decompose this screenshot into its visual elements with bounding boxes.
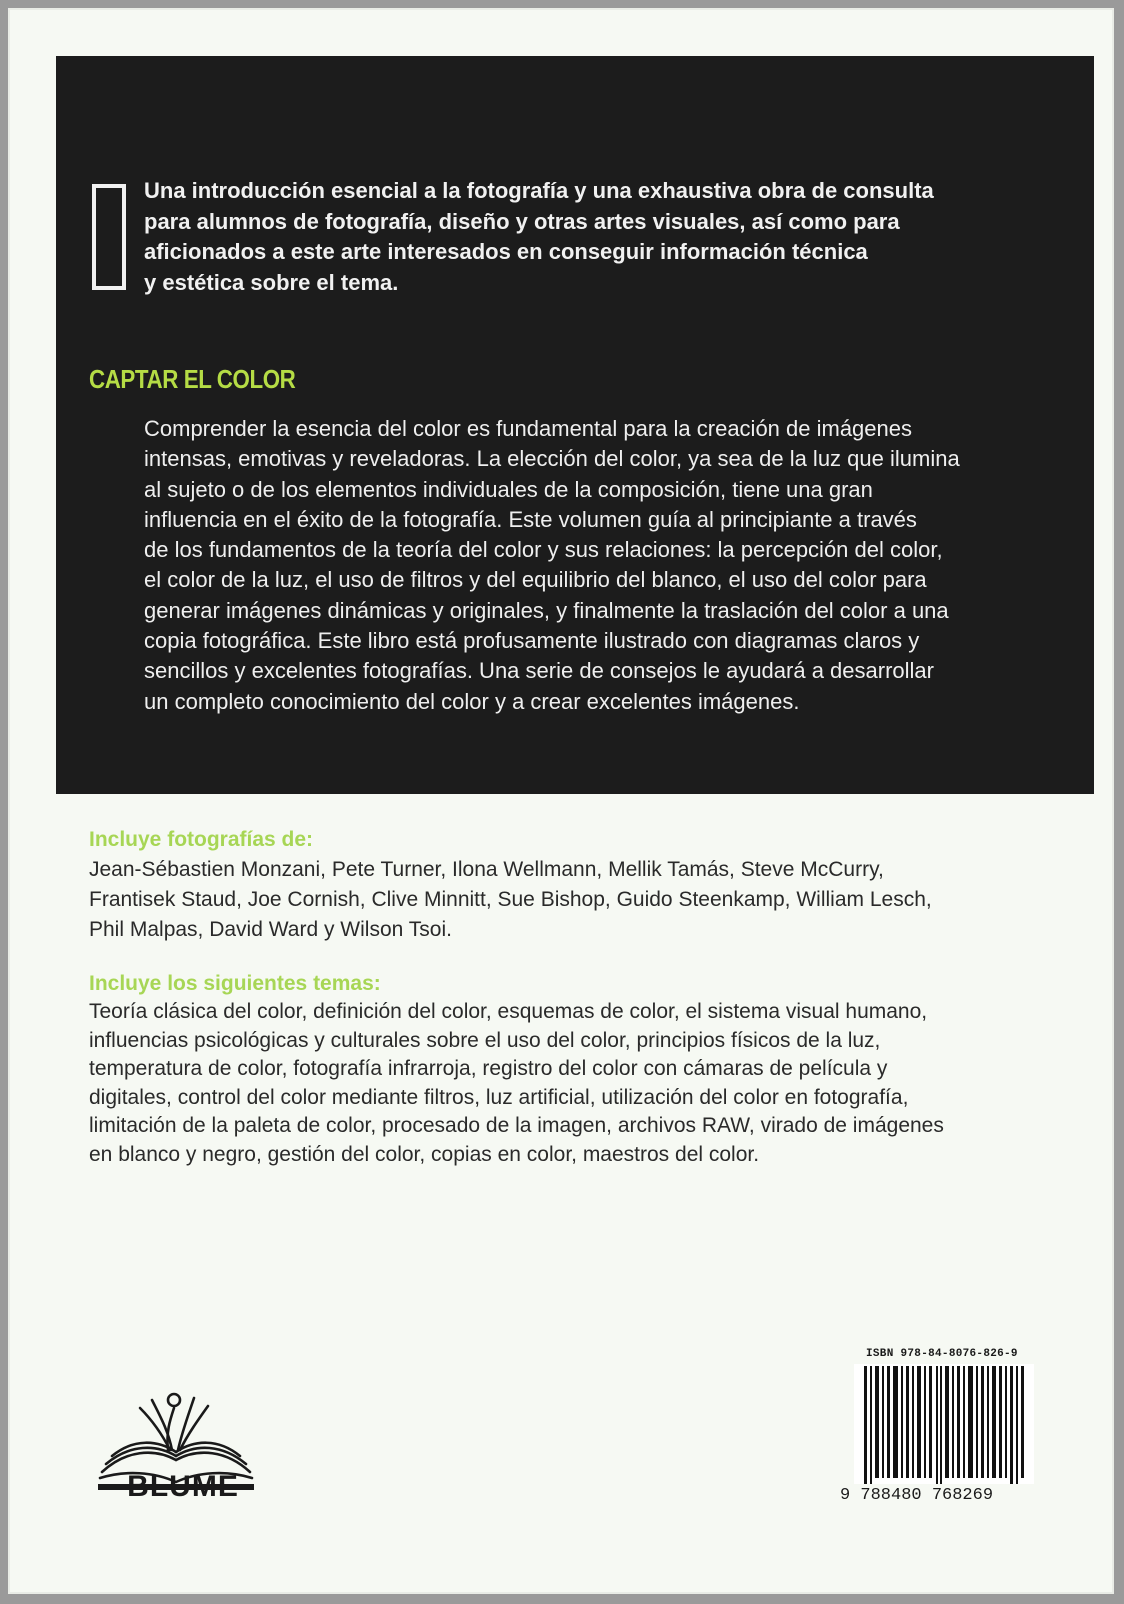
body-line: sencillos y excelentes fotografías. Una serie de consejos le ayudará a desarrollar [144,658,934,684]
body-line: de los fundamentos de la teoría del color y sus relaciones: la percepción del color, [144,537,943,563]
description-panel [56,56,1094,794]
photographers-line: Frantisek Staud, Joe Cornish, Clive Minnitt, Sue Bishop, Guido Steenkamp, William Lesch, [89,888,932,911]
photographers-line: Phil Malpas, David Ward y Wilson Tsoi. [89,918,452,941]
body-line: copia fotográfica. Este libro está profusamente ilustrado con diagramas claros y [144,628,920,654]
intro-line: aficionados a este arte interesados en conseguir información técnica [144,239,868,264]
publisher-name: BLUME [127,1470,239,1503]
section-heading: CAPTAR EL COLOR [89,364,296,394]
topics-list [89,998,944,1169]
bracket-decoration [92,184,126,290]
topics-line: influencias psicológicas y culturales sobre el uso del color, principios físicos de la luz, [89,1028,881,1052]
book-back-cover [8,8,1114,1594]
intro-line: y estética sobre el tema. [144,269,399,295]
topics-line: temperatura de color, fotografía infrarroja, registro del color con cámaras de película y [89,1057,888,1080]
barcode-digits: 9 788480 768269 [840,1486,994,1505]
body-line: Comprender la esencia del color es fundamental para la creación de imágenes [144,416,913,441]
topics-line: limitación de la paleta de color, procesado de la imagen, archivos RAW, virado de imágenes [89,1114,944,1137]
barcode-graphic [854,1364,1034,1484]
intro-line: Una introducción esencial a la fotografía y una exhaustiva obra de consulta [144,178,934,203]
topics-line: Teoría clásica del color, definición del color, esquemas de color, el sistema visual humano, [89,1000,928,1023]
intro-line: para alumnos de fotografía, diseño y otras artes visuales, así como para [144,208,900,234]
body-line: al sujeto o de los elementos individuales de la composición, tiene una gran [144,476,873,502]
photographers-heading: Incluye fotografías de: [89,828,314,851]
photographers-list [89,855,932,945]
body-line: generar imágenes dinámicas y originales, y finalmente la traslación del color a una [144,597,949,623]
photographers-line: Jean-Sébastien Monzani, Pete Turner, Ilona Wellmann, Mellik Tamás, Steve McCurry, [89,858,884,881]
section-body [144,414,1084,717]
body-line: un completo conocimiento del color y a crear excelentes imágenes. [144,688,800,714]
topics-line: en blanco y negro, gestión del color, copias en color, maestros del color. [89,1142,760,1166]
body-line: influencia en el éxito de la fotografía. Este volumen guía al principiante a través [144,506,917,532]
topics-heading: Incluye los siguientes temas: [89,972,381,995]
intro-paragraph [144,176,1044,298]
isbn-label: ISBN 978-84-8076-826-9 [866,1348,1018,1360]
topics-line: digitales, control del color mediante filtros, luz artificial, utilización del color en fotografía, [89,1085,909,1109]
body-line: intensas, emotivas y reveladoras. La elección del color, ya sea de la luz que ilumina [144,446,960,472]
body-line: el color de la luz, el uso de filtros y del equilibrio del blanco, el uso del color para [144,567,927,593]
